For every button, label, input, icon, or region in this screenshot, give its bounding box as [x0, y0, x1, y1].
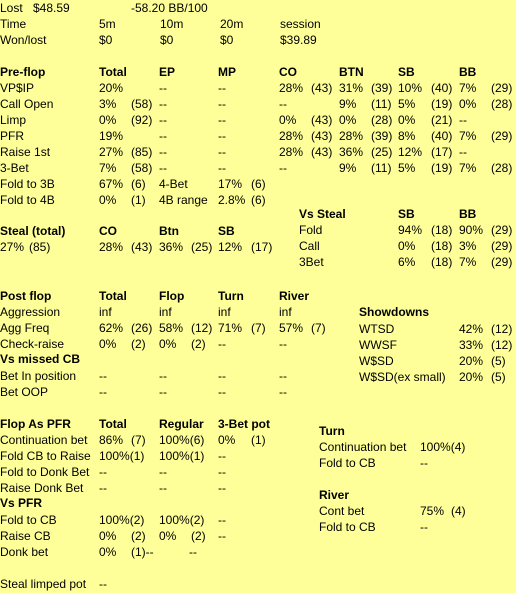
- bet-in-position-label: Bet In position: [0, 369, 77, 383]
- showdown-row-label: WWSF: [359, 338, 397, 352]
- preflop-cell-value: 0%: [279, 113, 297, 127]
- agg-freq-flop-count: (12): [191, 321, 213, 335]
- flop-as-pfr-col-total: Total: [99, 417, 127, 431]
- vs-steal-row-label: Call: [299, 239, 320, 253]
- agg-freq-river: 57%: [279, 321, 304, 335]
- col-5m: 5m: [99, 17, 116, 31]
- wonlost-session: $39.89: [280, 33, 317, 47]
- postflop-col-flop: Flop: [159, 289, 185, 303]
- steal-sb-value: 12%: [218, 240, 243, 254]
- preflop-row-label: VP$IP: [0, 81, 35, 95]
- preflop-cell-value: 28%: [279, 81, 304, 95]
- preflop-cell-value: --: [159, 97, 167, 111]
- aggression-label: Aggression: [0, 305, 61, 319]
- bet-oop-total: --: [99, 385, 107, 399]
- check-raise-total-count: (2): [131, 337, 146, 351]
- postflop-col-total: Total: [99, 289, 127, 303]
- bet-in-position-river: --: [279, 369, 287, 383]
- vs-pfr-fold-to-cb-3bet: --: [218, 513, 226, 527]
- preflop-cell-value: 20%: [99, 81, 124, 95]
- fold-to-3b-count: (6): [131, 177, 146, 191]
- agg-freq-flop: 58%: [159, 321, 184, 335]
- flop-pfr-3bet: --: [218, 465, 226, 479]
- preflop-cell-value: 5%: [398, 97, 416, 111]
- vs-pfr-raise-cb-label: Raise CB: [0, 529, 51, 543]
- preflop-cell-count: (28): [491, 161, 513, 175]
- steal-limped-label: Steal limped pot: [0, 577, 87, 591]
- steal-col-btn: Btn: [159, 224, 179, 238]
- aggression-total: inf: [99, 305, 112, 319]
- preflop-cell-value: 3%: [99, 97, 117, 111]
- river-fold-to-cb-label: Fold to CB: [319, 520, 376, 534]
- turn-cbet-value: 100%(4): [420, 440, 466, 454]
- aggression-flop: inf: [159, 305, 172, 319]
- preflop-cell-value: 7%: [459, 161, 477, 175]
- preflop-cell-value: --: [159, 145, 167, 159]
- preflop-cell-count: (28): [371, 113, 393, 127]
- preflop-col-bb: BB: [459, 65, 477, 79]
- preflop-cell-value: --: [218, 81, 226, 95]
- preflop-cell-value: 31%: [339, 81, 364, 95]
- preflop-cell-value: 36%: [339, 145, 364, 159]
- steal-col-co: CO: [99, 224, 117, 238]
- vs-steal-bb-value: 90%: [459, 223, 484, 237]
- wonlost-20m: $0: [220, 33, 234, 47]
- preflop-cell-count: (92): [131, 113, 153, 127]
- fold-to-3b-value: 67%: [99, 177, 124, 191]
- fold-to-4b-value: 0%: [99, 193, 117, 207]
- steal-total-count: (85): [29, 240, 51, 254]
- preflop-cell-count: (58): [131, 97, 153, 111]
- preflop-cell-count: (29): [491, 129, 513, 143]
- showdown-row-value: 20%: [459, 370, 484, 384]
- postflop-col-turn: Turn: [218, 289, 244, 303]
- flop-pfr-total: --: [99, 465, 107, 479]
- preflop-cell-count: (11): [371, 97, 392, 111]
- steal-limped-value: --: [99, 577, 107, 591]
- flop-pfr-3bet-count: (1): [251, 433, 266, 447]
- preflop-row-label: 3-Bet: [0, 161, 29, 175]
- vs-steal-col-sb: SB: [398, 207, 415, 221]
- steal-total-value: 27%: [0, 240, 25, 254]
- preflop-row-label: Limp: [0, 113, 27, 127]
- preflop-cell-value: 0%: [339, 113, 357, 127]
- preflop-cell-count: (17): [431, 145, 453, 159]
- bet-oop-flop: --: [159, 385, 167, 399]
- vs-pfr-donk-bet-regular: --: [189, 545, 197, 559]
- showdown-row-count: (12): [491, 322, 513, 336]
- 4bet-value: 17%: [218, 177, 243, 191]
- preflop-col-mp: MP: [218, 65, 236, 79]
- showdown-row-count: (12): [491, 338, 513, 352]
- preflop-cell-value: 7%: [459, 81, 477, 95]
- preflop-cell-count: (40): [431, 81, 453, 95]
- preflop-cell-value: 10%: [398, 81, 423, 95]
- flop-pfr-3bet: --: [218, 449, 226, 463]
- vs-steal-sb-value: 94%: [398, 223, 423, 237]
- vs-steal-bb-value: 7%: [459, 255, 477, 269]
- vs-steal-bb-count: (29): [491, 239, 513, 253]
- showdown-row-value: 42%: [459, 322, 484, 336]
- preflop-col-total: Total: [99, 65, 127, 79]
- vs-pfr-donk-bet-total: 0%: [99, 545, 117, 559]
- bet-in-position-total: --: [99, 369, 107, 383]
- vs-pfr-donk-bet-label: Donk bet: [0, 545, 49, 559]
- showdown-row-label: W$SD: [359, 354, 394, 368]
- showdown-row-value: 33%: [459, 338, 484, 352]
- bb-per-100-value: -58.20 BB/100: [131, 1, 208, 15]
- flop-pfr-row-label: Raise Donk Bet: [0, 481, 84, 495]
- river-cbet-value: 75%: [420, 504, 445, 518]
- vs-steal-col-bb: BB: [459, 207, 477, 221]
- preflop-col-btn: BTN: [339, 65, 364, 79]
- turn-fold-to-cb-value: --: [420, 456, 428, 470]
- flop-pfr-3bet: --: [218, 481, 226, 495]
- steal-title: Steal (total): [0, 224, 66, 238]
- wonlost-label: Won/lost: [0, 33, 47, 47]
- flop-pfr-3bet: 0%: [218, 433, 236, 447]
- flop-pfr-total: 86%: [99, 433, 124, 447]
- agg-freq-turn-count: (7): [251, 321, 266, 335]
- preflop-cell-count: (29): [491, 81, 513, 95]
- preflop-cell-count: (25): [371, 145, 393, 159]
- vs-steal-bb-count: (29): [491, 223, 513, 237]
- vs-pfr-fold-to-cb-label: Fold to CB: [0, 513, 57, 527]
- preflop-cell-value: 9%: [339, 161, 357, 175]
- col-10m: 10m: [160, 17, 184, 31]
- steal-co-count: (43): [131, 240, 153, 254]
- preflop-row-label: PFR: [0, 129, 24, 143]
- vs-steal-sb-value: 0%: [398, 239, 416, 253]
- wonlost-5m: $0: [99, 33, 113, 47]
- flop-pfr-row-label: Fold to Donk Bet: [0, 465, 90, 479]
- preflop-cell-count: (28): [491, 97, 513, 111]
- preflop-cell-value: --: [218, 97, 226, 111]
- flop-as-pfr-title: Flop As PFR: [0, 417, 71, 431]
- turn-fold-to-cb-label: Fold to CB: [319, 456, 376, 470]
- lost-label: Lost: [0, 1, 23, 15]
- check-raise-total: 0%: [99, 337, 117, 351]
- bet-oop-river: --: [279, 385, 287, 399]
- flop-pfr-total-count: (7): [131, 433, 146, 447]
- vs-steal-bb-count: (29): [491, 255, 513, 269]
- preflop-cell-value: 0%: [398, 113, 416, 127]
- preflop-col-sb: SB: [398, 65, 415, 79]
- showdown-row-value: 20%: [459, 354, 484, 368]
- steal-sb-count: (17): [251, 240, 273, 254]
- vs-steal-sb-count: (18): [431, 239, 453, 253]
- bet-in-position-turn: --: [218, 369, 226, 383]
- aggression-river: inf: [279, 305, 292, 319]
- 4b-range-value: 2.8%: [218, 193, 246, 207]
- showdown-row-label: WTSD: [359, 322, 395, 336]
- fold-to-4b-label: Fold to 4B: [0, 193, 55, 207]
- postflop-col-river: River: [279, 289, 310, 303]
- preflop-cell-value: 19%: [99, 129, 124, 143]
- vs-pfr-title: Vs PFR: [0, 496, 43, 510]
- bet-in-position-flop: --: [159, 369, 167, 383]
- check-raise-flop-count: (2): [191, 337, 206, 351]
- wonlost-10m: $0: [160, 33, 174, 47]
- preflop-cell-value: 8%: [398, 129, 416, 143]
- vs-pfr-raise-cb-total: 0%: [99, 529, 117, 543]
- vs-pfr-fold-to-cb-regular: 100%(2): [159, 513, 205, 527]
- showdown-row-count: (5): [491, 354, 506, 368]
- preflop-cell-value: --: [218, 129, 226, 143]
- preflop-col-co: CO: [279, 65, 297, 79]
- vs-steal-row-label: Fold: [299, 223, 323, 237]
- preflop-cell-value: --: [218, 113, 226, 127]
- aggression-turn: inf: [218, 305, 231, 319]
- vs-pfr-raise-cb-total-count: (2): [131, 529, 146, 543]
- preflop-cell-count: (39): [371, 129, 393, 143]
- river-title: River: [319, 488, 350, 502]
- preflop-cell-value: 28%: [279, 129, 304, 143]
- preflop-cell-value: --: [459, 113, 467, 127]
- steal-col-sb: SB: [218, 224, 235, 238]
- check-raise-turn: --: [218, 337, 226, 351]
- preflop-cell-value: --: [279, 97, 287, 111]
- preflop-cell-count: (19): [431, 161, 453, 175]
- 4b-range-label: 4B range: [159, 193, 208, 207]
- preflop-row-label: Raise 1st: [0, 145, 51, 159]
- preflop-cell-count: (43): [311, 145, 333, 159]
- vs-steal-sb-count: (18): [431, 223, 453, 237]
- agg-freq-label: Agg Freq: [0, 321, 50, 335]
- lost-value: $48.59: [33, 1, 70, 15]
- preflop-cell-count: (19): [431, 97, 453, 111]
- preflop-cell-value: 7%: [99, 161, 117, 175]
- turn-cbet-label: Continuation bet: [319, 440, 407, 454]
- preflop-cell-count: (85): [131, 145, 153, 159]
- 4b-range-count: (6): [251, 193, 266, 207]
- preflop-cell-count: (11): [371, 161, 392, 175]
- preflop-cell-value: 0%: [99, 113, 117, 127]
- preflop-cell-value: --: [159, 113, 167, 127]
- col-20m: 20m: [220, 17, 244, 31]
- preflop-cell-count: (40): [431, 129, 453, 143]
- preflop-title: Pre-flop: [0, 65, 46, 79]
- col-session: session: [280, 17, 321, 31]
- flop-pfr-row-label: Fold CB to Raise: [0, 449, 91, 463]
- agg-freq-total: 62%: [99, 321, 124, 335]
- preflop-cell-value: 27%: [99, 145, 124, 159]
- preflop-cell-value: 12%: [398, 145, 423, 159]
- 4bet-count: (6): [251, 177, 266, 191]
- showdown-row-label: W$SD(ex small): [359, 370, 446, 384]
- flop-pfr-row-label: Continuation bet: [0, 433, 88, 447]
- turn-title: Turn: [319, 424, 345, 438]
- preflop-cell-count: (43): [311, 129, 333, 143]
- flop-pfr-total: 100%(1): [99, 449, 145, 463]
- steal-btn-count: (25): [191, 240, 213, 254]
- time-label: Time: [0, 17, 27, 31]
- preflop-cell-value: 0%: [459, 97, 477, 111]
- vs-pfr-donk-bet-total-count: (1)--: [131, 545, 154, 559]
- preflop-cell-value: --: [218, 145, 226, 159]
- river-cbet-label: Cont bet: [319, 504, 365, 518]
- preflop-col-ep: EP: [159, 65, 176, 79]
- vs-pfr-raise-cb-3bet: --: [218, 529, 226, 543]
- preflop-cell-value: --: [459, 145, 467, 159]
- preflop-cell-value: 9%: [339, 97, 357, 111]
- agg-freq-turn: 71%: [218, 321, 243, 335]
- vs-steal-sb-count: (18): [431, 255, 453, 269]
- vs-steal-row-label: 3Bet: [299, 255, 324, 269]
- vs-missed-cb-title: Vs missed CB: [0, 352, 81, 366]
- vs-steal-sb-value: 6%: [398, 255, 416, 269]
- preflop-cell-count: (58): [131, 161, 153, 175]
- preflop-cell-count: (21): [431, 113, 453, 127]
- bet-oop-label: Bet OOP: [0, 385, 49, 399]
- preflop-cell-value: --: [159, 161, 167, 175]
- vs-pfr-raise-cb-regular-count: (2): [191, 529, 206, 543]
- flop-pfr-regular: 100%(1): [159, 449, 205, 463]
- agg-freq-river-count: (7): [311, 321, 326, 335]
- showdowns-title: Showdowns: [359, 305, 429, 319]
- check-raise-flop: 0%: [159, 337, 177, 351]
- vs-pfr-raise-cb-regular: 0%: [159, 529, 177, 543]
- flop-pfr-regular: --: [159, 481, 167, 495]
- steal-btn-value: 36%: [159, 240, 184, 254]
- agg-freq-total-count: (26): [131, 321, 153, 335]
- preflop-cell-value: --: [279, 161, 287, 175]
- showdown-row-count: (5): [491, 370, 506, 384]
- vs-steal-title: Vs Steal: [299, 207, 346, 221]
- preflop-cell-count: (43): [311, 113, 333, 127]
- preflop-cell-value: --: [159, 129, 167, 143]
- vs-steal-bb-value: 3%: [459, 239, 477, 253]
- flop-pfr-regular: --: [159, 465, 167, 479]
- flop-as-pfr-col-3bet: 3-Bet pot: [218, 417, 270, 431]
- flop-pfr-total: --: [99, 481, 107, 495]
- flop-as-pfr-col-regular: Regular: [159, 417, 204, 431]
- preflop-cell-value: --: [159, 81, 167, 95]
- preflop-cell-value: 7%: [459, 129, 477, 143]
- river-cbet-count: (4): [451, 504, 466, 518]
- preflop-cell-value: 28%: [339, 129, 364, 143]
- preflop-cell-value: --: [218, 161, 226, 175]
- 4bet-label: 4-Bet: [159, 177, 188, 191]
- river-fold-to-cb-value: --: [420, 520, 428, 534]
- check-raise-label: Check-raise: [0, 337, 65, 351]
- preflop-cell-value: 28%: [279, 145, 304, 159]
- preflop-cell-count: (43): [311, 81, 333, 95]
- preflop-row-label: Call Open: [0, 97, 54, 111]
- postflop-title: Post flop: [0, 289, 52, 303]
- flop-pfr-regular: 100%(6): [159, 433, 205, 447]
- vs-pfr-fold-to-cb-total: 100%(2): [99, 513, 145, 527]
- steal-co-value: 28%: [99, 240, 124, 254]
- fold-to-3b-label: Fold to 3B: [0, 177, 55, 191]
- fold-to-4b-count: (1): [131, 193, 146, 207]
- preflop-cell-value: 5%: [398, 161, 416, 175]
- bet-oop-turn: --: [218, 385, 226, 399]
- check-raise-river: --: [279, 337, 287, 351]
- preflop-cell-count: (39): [371, 81, 393, 95]
